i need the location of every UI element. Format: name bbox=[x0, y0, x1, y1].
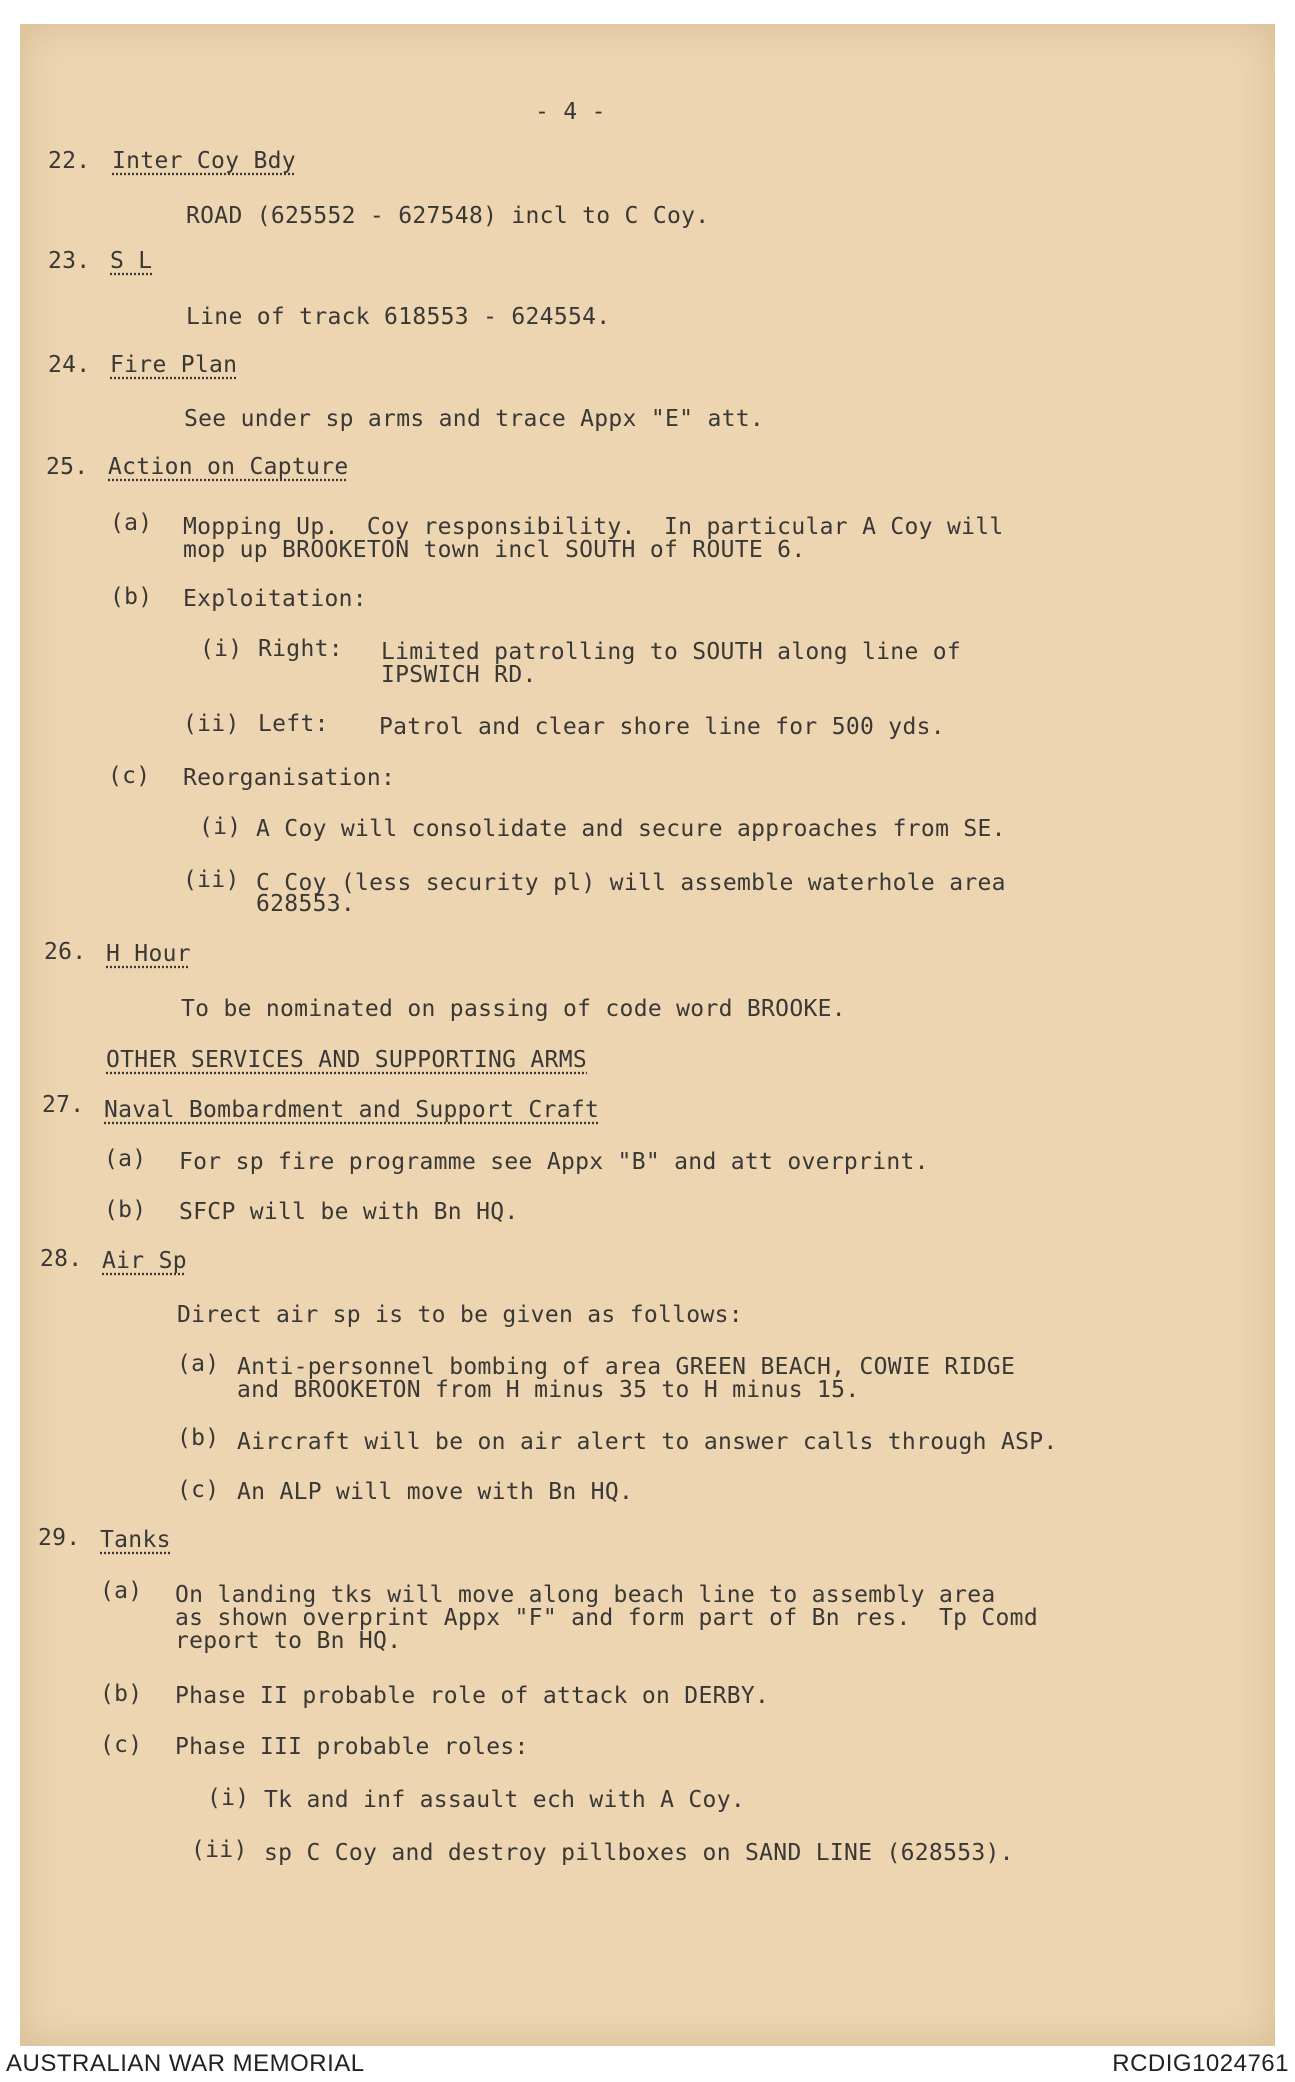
item-26-heading: H Hour bbox=[106, 941, 191, 967]
item-27-a-text: For sp fire programme see Appx "B" and att overprint. bbox=[179, 1149, 929, 1175]
page-number: - 4 - bbox=[535, 99, 606, 125]
item-28-heading: Air Sp bbox=[102, 1248, 187, 1274]
item-23-heading: S L bbox=[110, 248, 153, 274]
item-25-c-text: Reorganisation: bbox=[183, 765, 396, 791]
item-29-b-text: Phase II probable role of attack on DERBY. bbox=[175, 1683, 770, 1709]
item-25-c-i-label: (i) bbox=[199, 814, 242, 840]
item-29-c-label: (c) bbox=[100, 1732, 143, 1758]
item-28-a-line1: Anti-personnel bombing of area GREEN BEACH, COWIE RIDGE bbox=[237, 1354, 1016, 1380]
item-25-b-text: Exploitation: bbox=[183, 586, 367, 612]
item-25-c-ii-label: (ii) bbox=[183, 867, 240, 893]
item-24-body: See under sp arms and trace Appx "E" att. bbox=[184, 406, 765, 432]
item-29-c-ii-text: sp C Coy and destroy pillboxes on SAND LINE (628553). bbox=[264, 1840, 1014, 1866]
item-28-a-line2: and BROOKETON from H minus 35 to H minus 15. bbox=[237, 1377, 860, 1403]
item-25-b-i-label: (i) bbox=[200, 636, 243, 662]
item-29-c-ii-label: (ii) bbox=[191, 1837, 248, 1863]
item-29-c-text: Phase III probable roles: bbox=[175, 1734, 529, 1760]
item-25-b-ii-label: (ii) bbox=[183, 711, 240, 737]
item-28-intro: Direct air sp is to be given as follows: bbox=[177, 1302, 743, 1328]
item-28-c-text: An ALP will move with Bn HQ. bbox=[237, 1479, 634, 1505]
item-22-body: ROAD (625552 - 627548) incl to C Coy. bbox=[186, 203, 710, 229]
item-25-number: 25. bbox=[46, 454, 89, 480]
item-25-a-line1: Mopping Up. Coy responsibility. In particular A Coy will bbox=[183, 514, 1004, 540]
item-25-c-ii-line1: C Coy (less security pl) will assemble waterhole area bbox=[256, 870, 1006, 896]
item-28-b-text: Aircraft will be on air alert to answer calls through ASP. bbox=[237, 1429, 1058, 1455]
item-29-c-i-label: (i) bbox=[207, 1785, 250, 1811]
item-29-c-i-text: Tk and inf assault ech with A Coy. bbox=[264, 1787, 746, 1813]
item-23-number: 23. bbox=[48, 248, 91, 274]
section-heading: OTHER SERVICES AND SUPPORTING ARMS bbox=[106, 1047, 588, 1073]
item-27-b-text: SFCP will be with Bn HQ. bbox=[179, 1199, 519, 1225]
item-25-c-i-text: A Coy will consolidate and secure approaches from SE. bbox=[256, 816, 1006, 842]
footer-left: AUSTRALIAN WAR MEMORIAL bbox=[6, 2050, 365, 2077]
item-23-body: Line of track 618553 - 624554. bbox=[186, 304, 611, 330]
item-27-b-label: (b) bbox=[104, 1197, 147, 1223]
item-25-heading: Action on Capture bbox=[108, 454, 349, 480]
item-28-b-label: (b) bbox=[177, 1425, 220, 1451]
item-25-b-ii-key: Left: bbox=[258, 711, 329, 737]
item-29-a-line1: On landing tks will move along beach line to assembly area bbox=[175, 1582, 996, 1608]
item-28-number: 28. bbox=[40, 1246, 83, 1272]
item-29-b-label: (b) bbox=[100, 1681, 143, 1707]
item-27-number: 27. bbox=[42, 1092, 85, 1118]
item-25-b-i-line2: IPSWICH RD. bbox=[381, 662, 537, 688]
item-28-c-label: (c) bbox=[177, 1477, 220, 1503]
item-22-heading: Inter Coy Bdy bbox=[112, 148, 296, 174]
item-29-a-line2: as shown overprint Appx "F" and form part of Bn res. Tp Comd bbox=[175, 1605, 1038, 1631]
item-24-number: 24. bbox=[48, 352, 91, 378]
item-22-number: 22. bbox=[48, 148, 91, 174]
item-25-c-ii-line2: 628553. bbox=[256, 891, 356, 917]
item-26-body: To be nominated on passing of code word BROOKE. bbox=[181, 996, 846, 1022]
item-29-number: 29. bbox=[38, 1525, 81, 1551]
item-28-a-label: (a) bbox=[177, 1351, 220, 1377]
item-29-a-line3: report to Bn HQ. bbox=[175, 1628, 402, 1654]
item-25-c-label: (c) bbox=[108, 763, 151, 789]
item-25-b-label: (b) bbox=[110, 584, 153, 610]
item-29-heading: Tanks bbox=[100, 1527, 171, 1553]
item-25-b-i-key: Right: bbox=[258, 636, 343, 662]
item-27-a-label: (a) bbox=[104, 1146, 147, 1172]
item-26-number: 26. bbox=[44, 939, 87, 965]
item-27-heading: Naval Bombardment and Support Craft bbox=[104, 1097, 600, 1123]
item-25-a-line2: mop up BROOKETON town incl SOUTH of ROUTE 6. bbox=[183, 537, 806, 563]
item-25-b-ii-text: Patrol and clear shore line for 500 yds. bbox=[379, 714, 945, 740]
item-24-heading: Fire Plan bbox=[110, 352, 238, 378]
item-29-a-label: (a) bbox=[100, 1578, 143, 1604]
item-25-a-label: (a) bbox=[110, 510, 153, 536]
item-25-b-i-line1: Limited patrolling to SOUTH along line of bbox=[381, 639, 962, 665]
footer-right: RCDIG1024761 bbox=[1112, 2050, 1289, 2077]
